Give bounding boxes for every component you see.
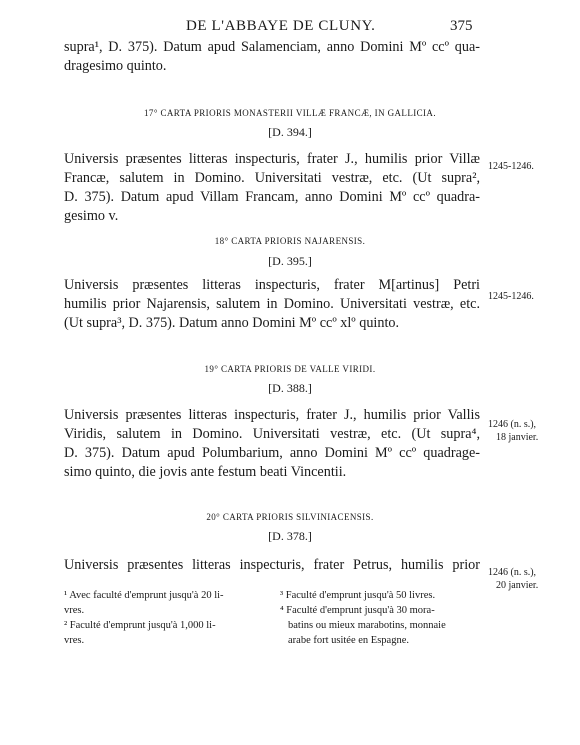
text-line: gesimo v. <box>64 208 119 224</box>
footnote-line: vres. <box>64 605 85 616</box>
footnote-line: ¹ Avec faculté d'emprunt jusqu'à 20 li- <box>64 590 224 601</box>
text-line: Universis præsentes litteras inspecturis, frater M[artinus] Petri <box>64 277 480 293</box>
text-line: humilis prior Najarensis, salutem in Domino. Universitati vestræ, etc. <box>64 296 480 312</box>
margin-date <box>488 290 568 303</box>
charter-heading: 17° CARTA PRIORIS MONASTERII VILLÆ FRANCÆ, IN GALLICIA. <box>144 108 436 118</box>
footnote-line: vres. <box>64 635 85 646</box>
running-title: DE L'ABBAYE DE CLUNY. <box>186 18 376 34</box>
charter-text <box>64 406 480 482</box>
page-number: 375 <box>450 18 473 34</box>
footnote-line: ⁴ Faculté d'emprunt jusqu'à 30 mora- <box>280 605 435 616</box>
footnote-line: batins ou mieux marabotins, monnaie <box>288 620 446 631</box>
text-line: Francæ, salutem in Domino. Universitati vestræ, etc. (Ut supra², <box>64 170 480 186</box>
margin-date <box>488 418 568 444</box>
text-line: Universis præsentes litteras inspecturis, frater Petrus, humilis prior <box>64 557 480 573</box>
charter-reference: [D. 388.] <box>268 381 312 395</box>
footnote-line: ³ Faculté d'emprunt jusqu'à 50 livres. <box>280 590 436 601</box>
margin-date-line: 1246 (n. s.), <box>488 567 537 578</box>
footnotes-right <box>280 588 470 648</box>
charter-text <box>64 556 480 575</box>
text-line: D. 375). Datum apud Polumbarium, anno Domini Mº ccº quadrage- <box>64 445 480 461</box>
charter-reference: [D. 395.] <box>268 254 312 268</box>
page-header <box>0 16 580 38</box>
charter-heading: 18° CARTA PRIORIS NAJARENSIS. <box>214 236 366 246</box>
margin-date-line: 18 janvier. <box>496 432 539 443</box>
text-line: simo quinto, die jovis ante festum beati Vincentii. <box>64 464 347 480</box>
margin-date <box>488 160 568 173</box>
charter-text <box>64 150 480 226</box>
text-line: Universis præsentes litteras inspecturis, frater J., humilis prior Vallis <box>64 407 480 423</box>
text-line: dragesimo quinto. <box>64 58 167 74</box>
charter-reference: [D. 394.] <box>268 125 312 139</box>
footnote-line: ² Faculté d'emprunt jusqu'à 1,000 li- <box>64 620 216 631</box>
charter-heading: 20° CARTA PRIORIS SILVINIACENSIS. <box>206 512 374 522</box>
margin-date <box>488 566 568 592</box>
text-line: Viridis, salutem in Domino. Universitati vestræ, etc. (Ut supra⁴, <box>64 426 480 442</box>
text-line: (Ut supra³, D. 375). Datum anno Domini Mº ccº xlº quinto. <box>64 315 400 331</box>
footnote-line: arabe fort usitée en Espagne. <box>288 635 409 646</box>
margin-date-line: 20 janvier. <box>496 580 539 591</box>
margin-date-line: 1246 (n. s.), <box>488 419 537 430</box>
charter-heading: 19° CARTA PRIORIS DE VALLE VIRIDI. <box>204 364 376 374</box>
margin-date-line: 1245-1246. <box>488 161 534 172</box>
charter-reference: [D. 378.] <box>268 529 312 543</box>
text-line: Universis præsentes litteras inspecturis, frater J., humilis prior Villæ <box>64 151 480 167</box>
paragraph-continuation <box>64 38 480 76</box>
text-line: supra¹, D. 375). Datum apud Salamenciam, anno Domini Mº ccº qua- <box>64 39 480 55</box>
charter-text <box>64 276 480 333</box>
footnotes-left <box>64 588 260 648</box>
text-line: D. 375). Datum apud Villam Francam, anno Domini Mº ccº quadra- <box>64 189 480 205</box>
margin-date-line: 1245-1246. <box>488 291 534 302</box>
